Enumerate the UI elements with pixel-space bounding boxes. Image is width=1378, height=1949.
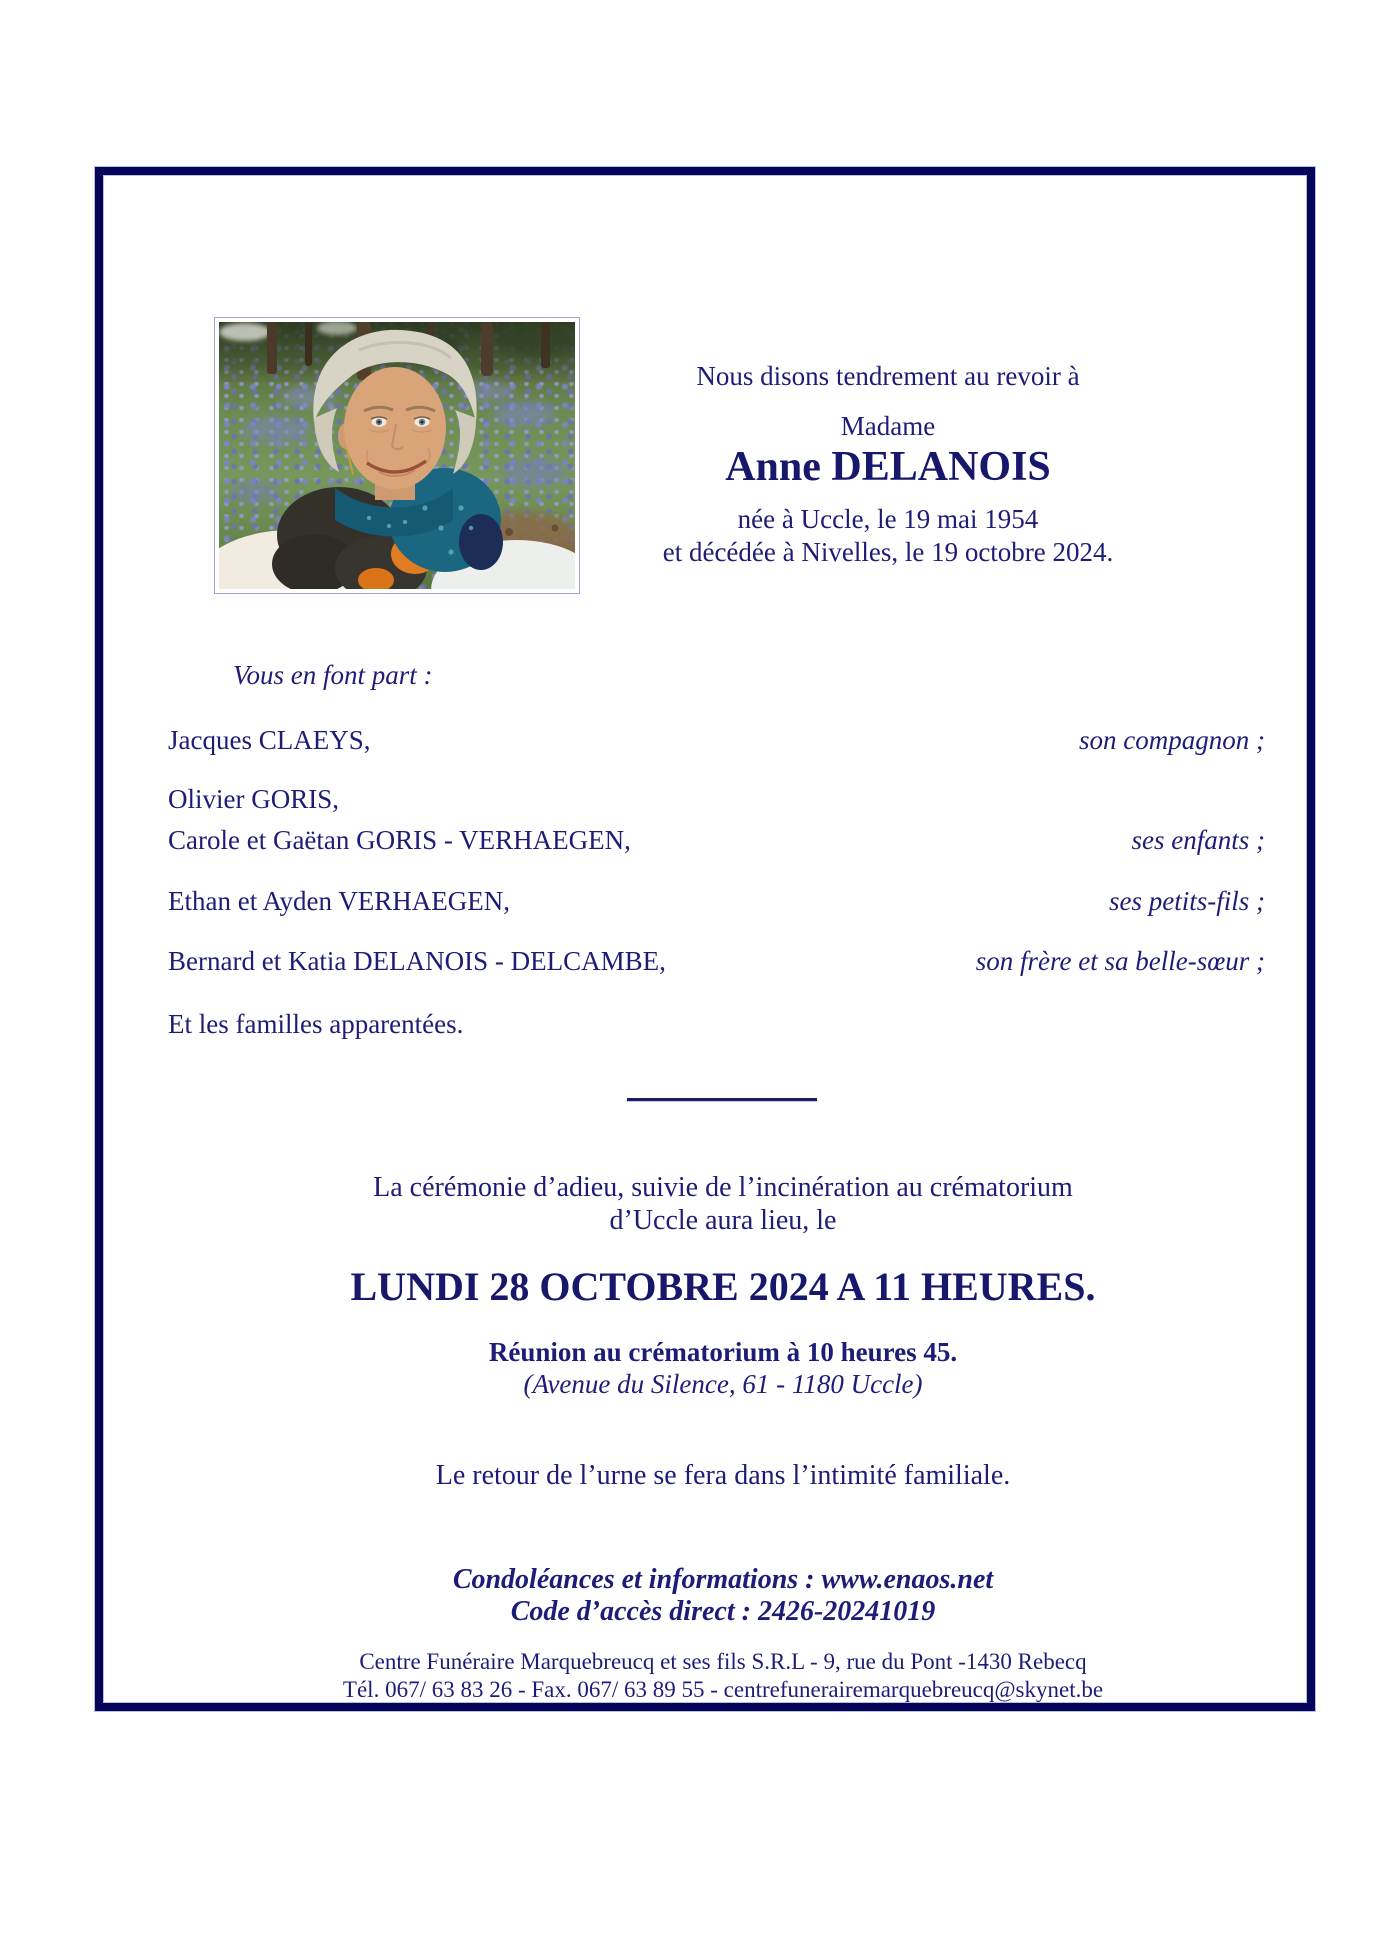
condolences-block	[128, 1564, 1318, 1628]
access-code-line: Code d’accès direct : 2426-20241019	[510, 1596, 936, 1627]
family-relation: son compagnon ;	[1079, 725, 1265, 755]
family-row	[168, 941, 1265, 982]
salutation: Madame	[840, 411, 936, 441]
funeral-home-line: Centre Funéraire Marquebreucq et ses fils S.R.L - 9, rue du Pont -1430 Rebecq	[359, 1649, 1087, 1674]
urn-note: Le retour de l’urne se fera dans l’intimité familiale.	[435, 1460, 1011, 1491]
death-line: et décédée à Nivelles, le 19 octobre 2024.	[662, 537, 1114, 567]
family-name-line: Bernard et Katia DELANOIS - DELCAMBE,	[168, 946, 666, 976]
family-names	[168, 941, 666, 982]
intro-line: Nous disons tendrement au revoir à	[696, 361, 1080, 391]
funeral-home-block	[128, 1648, 1318, 1704]
family-row	[168, 881, 1265, 922]
ceremony-intro	[128, 1171, 1318, 1237]
family-names	[168, 881, 510, 922]
deceased-name: Anne DELANOIS	[725, 444, 1051, 490]
family-relation: ses petits-fils ;	[1109, 886, 1265, 916]
family-names	[168, 779, 631, 861]
family-closing: Et les familles apparentées.	[168, 1009, 464, 1039]
funeral-home-contact: Tél. 067/ 63 83 26 - Fax. 067/ 63 89 55 - centrefunerairemarquebreucq@skynet.be	[342, 1677, 1104, 1702]
family-names	[168, 720, 370, 761]
family-name-line: Ethan et Ayden VERHAEGEN,	[168, 886, 510, 916]
lead-in-line: Vous en font part :	[233, 660, 433, 690]
ceremony-intro-line1: La cérémonie d’adieu, suivie de l’incinération au crématorium	[373, 1172, 1073, 1203]
birth-line: née à Uccle, le 19 mai 1954	[737, 504, 1039, 534]
meeting-address: (Avenue du Silence, 61 - 1180 Uccle)	[523, 1369, 923, 1399]
family-name-line: Jacques CLAEYS,	[168, 725, 371, 755]
family-row	[168, 779, 1265, 861]
condolences-line: Condoléances et informations : www.enaos.net	[452, 1564, 994, 1595]
ceremony-intro-line2: d’Uccle aura lieu, le	[609, 1205, 837, 1236]
family-name-line: Olivier GORIS,	[168, 784, 339, 814]
ceremony-datetime: LUNDI 28 OCTOBRE 2024 A 11 HEURES.	[350, 1264, 1096, 1309]
family-name-line: Carole et Gaëtan GORIS - VERHAEGEN,	[168, 825, 631, 855]
family-relation: ses enfants ;	[1131, 825, 1265, 855]
family-row	[168, 720, 1265, 761]
decorative-border-frame	[95, 167, 1315, 1711]
family-relation: son frère et sa belle-sœur ;	[975, 946, 1265, 976]
meeting-line: Réunion au crématorium à 10 heures 45.	[488, 1337, 958, 1367]
section-divider	[627, 1098, 817, 1102]
